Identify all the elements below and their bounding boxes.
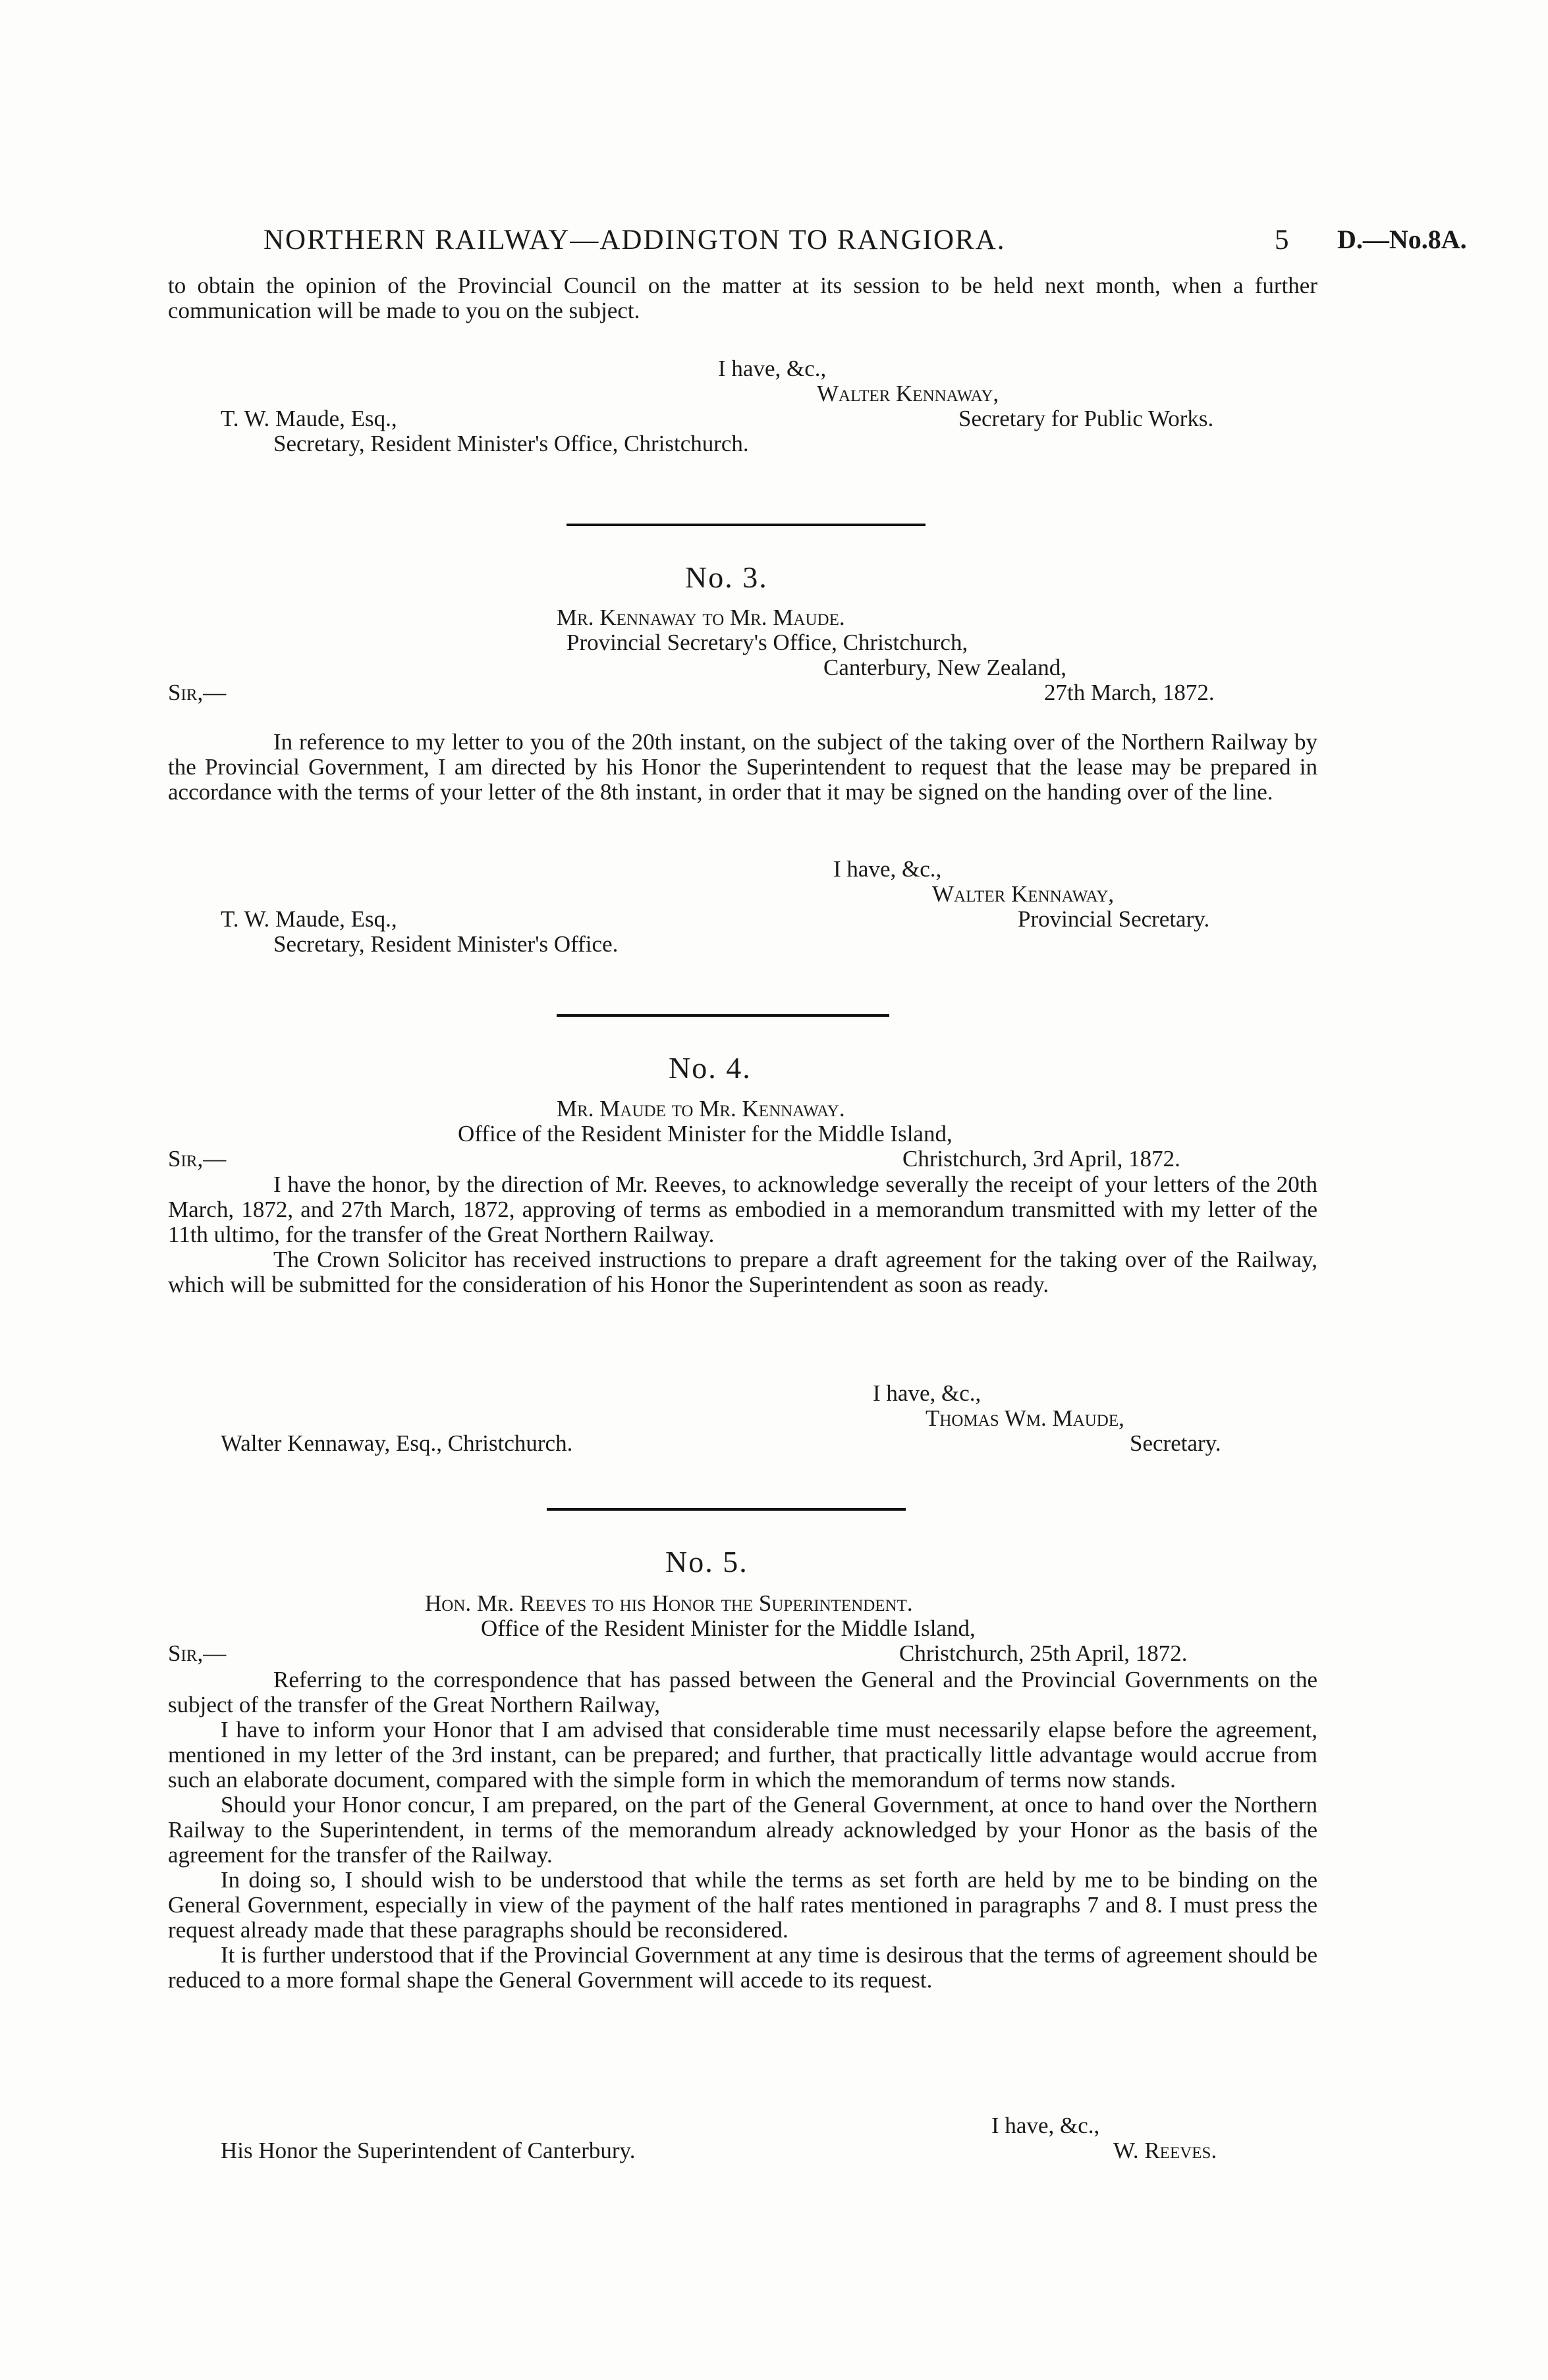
letter-2-addressee-name: T. W. Maude, Esq., [221, 406, 397, 431]
letter-5-address-line-1: Office of the Resident Minister for the Middle Island, [481, 1615, 976, 1641]
letter-4-address-line-1: Office of the Resident Minister for the Middle Island, [458, 1121, 953, 1147]
letter-4-signer-title: Secretary. [1130, 1430, 1221, 1456]
page-number: 5 [1275, 225, 1289, 256]
letter-4-date: Christchurch, 3rd April, 1872. [902, 1146, 1180, 1172]
letter-3-address-line-2: Canterbury, New Zealand, [823, 655, 1066, 680]
letter-2-tail [168, 273, 1317, 323]
letter-5-paragraph-5: It is further understood that if the Provincial Government at any time is desirous that the terms of agreement should be reduced to a more formal shape the General Government will accede to its request. [168, 1942, 1317, 1993]
letter-5-salutation: Sir,— [168, 1640, 227, 1666]
letter-4-number: No. 4. [669, 1051, 752, 1085]
letter-5-addressee: His Honor the Superintendent of Canterbury. [221, 2138, 636, 2163]
letter-4-paragraph-2: The Crown Solicitor has received instructions to prepare a draft agreement for the taking over of the Railway, which will be submitted for the consideration of his Honor the Superintendent as soon as ready. [168, 1247, 1317, 1297]
letter-3-body [168, 730, 1317, 805]
letter-3-addressee-name: T. W. Maude, Esq., [221, 906, 397, 932]
letter-5-signature: W. Reeves. [1113, 2138, 1217, 2163]
letter-5-paragraph-1: Referring to the correspondence that has passed between the General and the Provincial Governments on the subject of the transfer of the Great Northern Railway, [168, 1667, 1317, 1717]
letter-3-address-line-1: Provincial Secretary's Office, Christchurch, [567, 630, 968, 655]
letter-3-addressee-title: Secretary, Resident Minister's Office. [273, 931, 619, 957]
letter-3-salutation: Sir,— [168, 680, 227, 705]
letter-3-number: No. 3. [685, 560, 768, 594]
letter-3-date: 27th March, 1872. [1044, 680, 1215, 705]
letter-4-paragraph-1: I have the honor, by the direction of Mr. Reeves, to acknowledge severally the receipt of your letters of the 20th March, 1872, and 27th March, 1872, approving of terms as embodied in a memorandum transmitted with my letter of the 11th ultimo, for the transfer of the Great Northern Railway. [168, 1172, 1317, 1247]
letter-4-signature: Thomas Wm. Maude, [926, 1405, 1124, 1431]
letter-5-body [168, 1667, 1317, 1993]
letter-5-paragraph-4: In doing so, I should wish to be understood that while the terms as set forth are held by me to be binding on the General Government, especially in view of the payment of the half rates mentioned in paragraphs 7 and 8. I must press the request already made that these paragraphs should be reconsidered. [168, 1867, 1317, 1943]
letter-3-paragraph: In reference to my letter to you of the 20th instant, on the subject of the taking over of the Northern Railway by the Provincial Government, I am directed by his Honor the Superintendent to request that the lease may be prepared in accordance with the terms of your letter of the 8th instant, in order that it may be signed on the handing over of the line. [168, 729, 1317, 805]
letter-4-salutation: Sir,— [168, 1146, 227, 1172]
letter-3-signature: Walter Kennaway, [932, 881, 1115, 907]
letter-5-number: No. 5. [665, 1545, 748, 1579]
letter-5-paragraph-3: Should your Honor concur, I am prepared, on the part of the General Government, at once to hand over the Northern Railway to the Superintendent, in terms of the memorandum already acknowledged by your Honor as the basis of the agreement for the transfer of the Railway. [168, 1792, 1317, 1868]
section-divider [557, 1014, 889, 1017]
letter-4-closing: I have, &c., [873, 1380, 981, 1406]
letter-2-paragraph: to obtain the opinion of the Provincial Council on the matter at its session to be held next month, when a further communication will be made to you on the subject. [168, 273, 1317, 323]
letter-5-date: Christchurch, 25th April, 1872. [899, 1640, 1188, 1666]
section-divider [567, 524, 926, 526]
letter-4-addressee: Walter Kennaway, Esq., Christchurch. [221, 1430, 573, 1456]
letter-2-addressee-title: Secretary, Resident Minister's Office, Christchurch. [273, 431, 749, 456]
running-head: NORTHERN RAILWAY—ADDINGTON TO RANGIORA. [263, 225, 1006, 256]
letter-5-paragraph-2: I have to inform your Honor that I am advised that considerable time must necessarily elapse before the agreement, mentioned in my letter of the 3rd instant, can be prepared; and further, that practically little advantage would accrue from such an elaborate document, compared with the simple form in which the memorandum of terms now stands. [168, 1717, 1317, 1793]
section-divider [547, 1508, 906, 1511]
document-reference: D.—No.8A. [1337, 225, 1467, 254]
letter-2-signer-title: Secretary for Public Works. [958, 406, 1214, 431]
letter-5-closing: I have, &c., [991, 2113, 1100, 2138]
letter-4-body [168, 1172, 1317, 1297]
letter-3-subject: Mr. Kennaway to Mr. Maude. [557, 605, 845, 630]
letter-2-signature: Walter Kennaway, [817, 381, 999, 406]
letter-4-subject: Mr. Maude to Mr. Kennaway. [557, 1096, 845, 1122]
letter-3-signer-title: Provincial Secretary. [1018, 906, 1210, 932]
letter-2-closing: I have, &c., [718, 356, 827, 381]
letter-5-subject: Hon. Mr. Reeves to his Honor the Superintendent. [425, 1590, 913, 1616]
letter-3-closing: I have, &c., [833, 856, 942, 882]
